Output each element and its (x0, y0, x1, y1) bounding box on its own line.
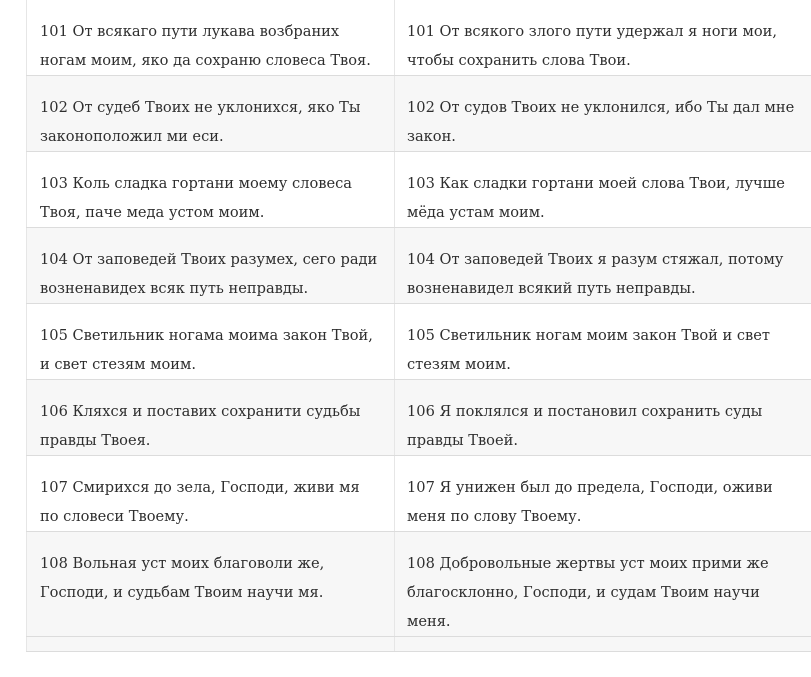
russian-verse-102: 102 От судов Твоих не уклонился, ибо Ты дал мне закон. (395, 76, 811, 152)
empty-cell (395, 637, 811, 652)
russian-verse-108: 108 Добровольные жертвы уст моих прими же благосклонно, Господи, и судам Твоим научи меня. (395, 532, 811, 637)
psalm-parallel-table (26, 0, 811, 652)
table-row (27, 304, 811, 380)
russian-verse-103: 103 Как сладки гортани моей слова Твои, лучше мёда устам моим. (395, 152, 811, 228)
table-row (27, 380, 811, 456)
church-slavonic-verse-108: 108 Вольная уст моих благоволи же, Господи, и судьбам Твоим научи мя. (27, 532, 395, 637)
empty-cell (27, 637, 395, 652)
russian-verse-107: 107 Я унижен был до предела, Господи, оживи меня по слову Твоему. (395, 456, 811, 532)
table-row (27, 532, 811, 637)
church-slavonic-verse-102: 102 От судеб Твоих не уклонихся, яко Ты законоположил ми еси. (27, 76, 395, 152)
russian-verse-106: 106 Я поклялся и постановил сохранить суды правды Твоей. (395, 380, 811, 456)
table-row (27, 0, 811, 76)
table-row-cut-off (27, 637, 811, 652)
church-slavonic-verse-101: 101 От всякаго пути лукава возбраних ногам моим, яко да сохраню словеса Твоя. (27, 0, 395, 76)
church-slavonic-verse-106: 106 Кляхся и поставих сохранити судьбы правды Твоея. (27, 380, 395, 456)
church-slavonic-verse-107: 107 Смирихся до зела, Господи, живи мя по словеси Твоему. (27, 456, 395, 532)
church-slavonic-verse-104: 104 От заповедей Твоих разумех, сего ради возненавидех всяк путь неправды. (27, 228, 395, 304)
russian-verse-104: 104 От заповедей Твоих я разум стяжал, потому возненавидел всякий путь неправды. (395, 228, 811, 304)
church-slavonic-verse-105: 105 Светильник ногама моима закон Твой, и свет стезям моим. (27, 304, 395, 380)
table-row (27, 152, 811, 228)
table-row (27, 76, 811, 152)
church-slavonic-verse-103: 103 Коль сладка гортани моему словеса Твоя, паче меда устом моим. (27, 152, 395, 228)
table-row (27, 456, 811, 532)
russian-verse-105: 105 Светильник ногам моим закон Твой и свет стезям моим. (395, 304, 811, 380)
russian-verse-101: 101 От всякого злого пути удержал я ноги мои, чтобы сохранить слова Твои. (395, 0, 811, 76)
table-row (27, 228, 811, 304)
